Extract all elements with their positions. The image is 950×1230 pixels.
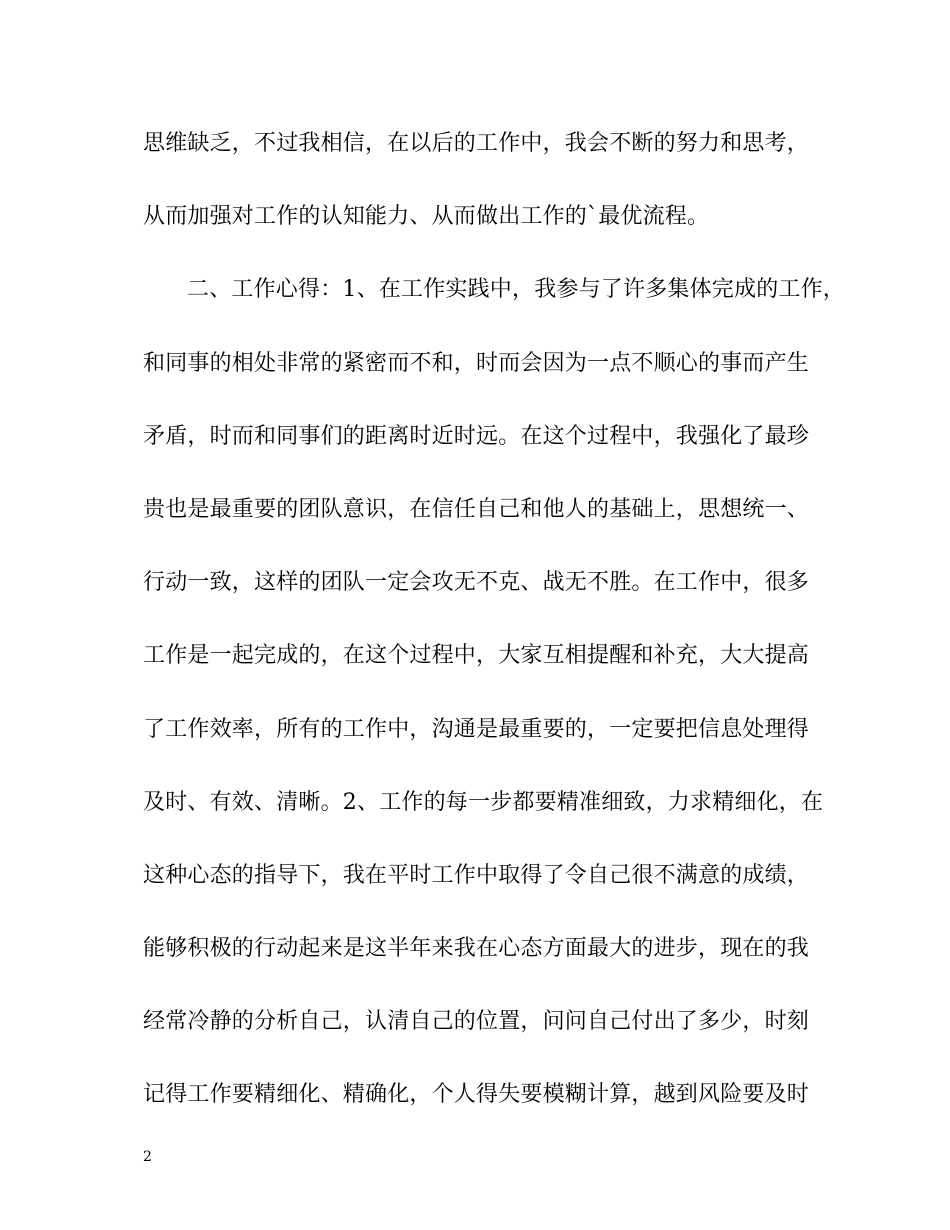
text-line: 这种心态的指导下，我在平时工作中取得了令自己很不满意的成绩， [143, 862, 810, 888]
text-line: 经常冷静的分析自己，认清自己的位置，问问自己付出了多少，时刻 [143, 1009, 810, 1035]
text-line: 和同事的相处非常的紧密而不和，时而会因为一点不顺心的事而产生 [143, 350, 810, 376]
text-line: 从而加强对工作的认知能力、从而做出工作的`最优流程。 [143, 204, 710, 230]
body-text [143, 121, 843, 1146]
text-line: 矛盾，时而和同事们的距离时近时远。在这个过程中，我强化了最珍 [143, 423, 810, 449]
text-line: 及时、有效、清晰。2、工作的每一步都要精准细致，力求精细化，在 [143, 789, 824, 815]
text-line: 能够积极的行动起来是这半年来我在心态方面最大的进步，现在的我 [143, 936, 810, 962]
text-line: 工作是一起完成的，在这个过程中，大家互相提醒和补充，大大提高 [143, 643, 810, 669]
page-number: 2 [143, 1149, 152, 1165]
text-line: 记得工作要精细化、精确化，个人得失要模糊计算，越到风险要及时 [143, 1082, 810, 1108]
paragraph-start-line: 二、工作心得：1、在工作实践中，我参与了许多集体完成的工作， [187, 277, 845, 303]
text-line: 行动一致，这样的团队一定会攻无不克、战无不胜。在工作中，很多 [143, 570, 810, 596]
text-line: 了工作效率，所有的工作中，沟通是最重要的，一定要把信息处理得 [143, 716, 810, 742]
text-line: 思维缺乏，不过我相信，在以后的工作中，我会不断的努力和思考， [143, 131, 810, 156]
text-line: 贵也是最重要的团队意识，在信任自己和他人的基础上，思想统一、 [143, 496, 810, 522]
